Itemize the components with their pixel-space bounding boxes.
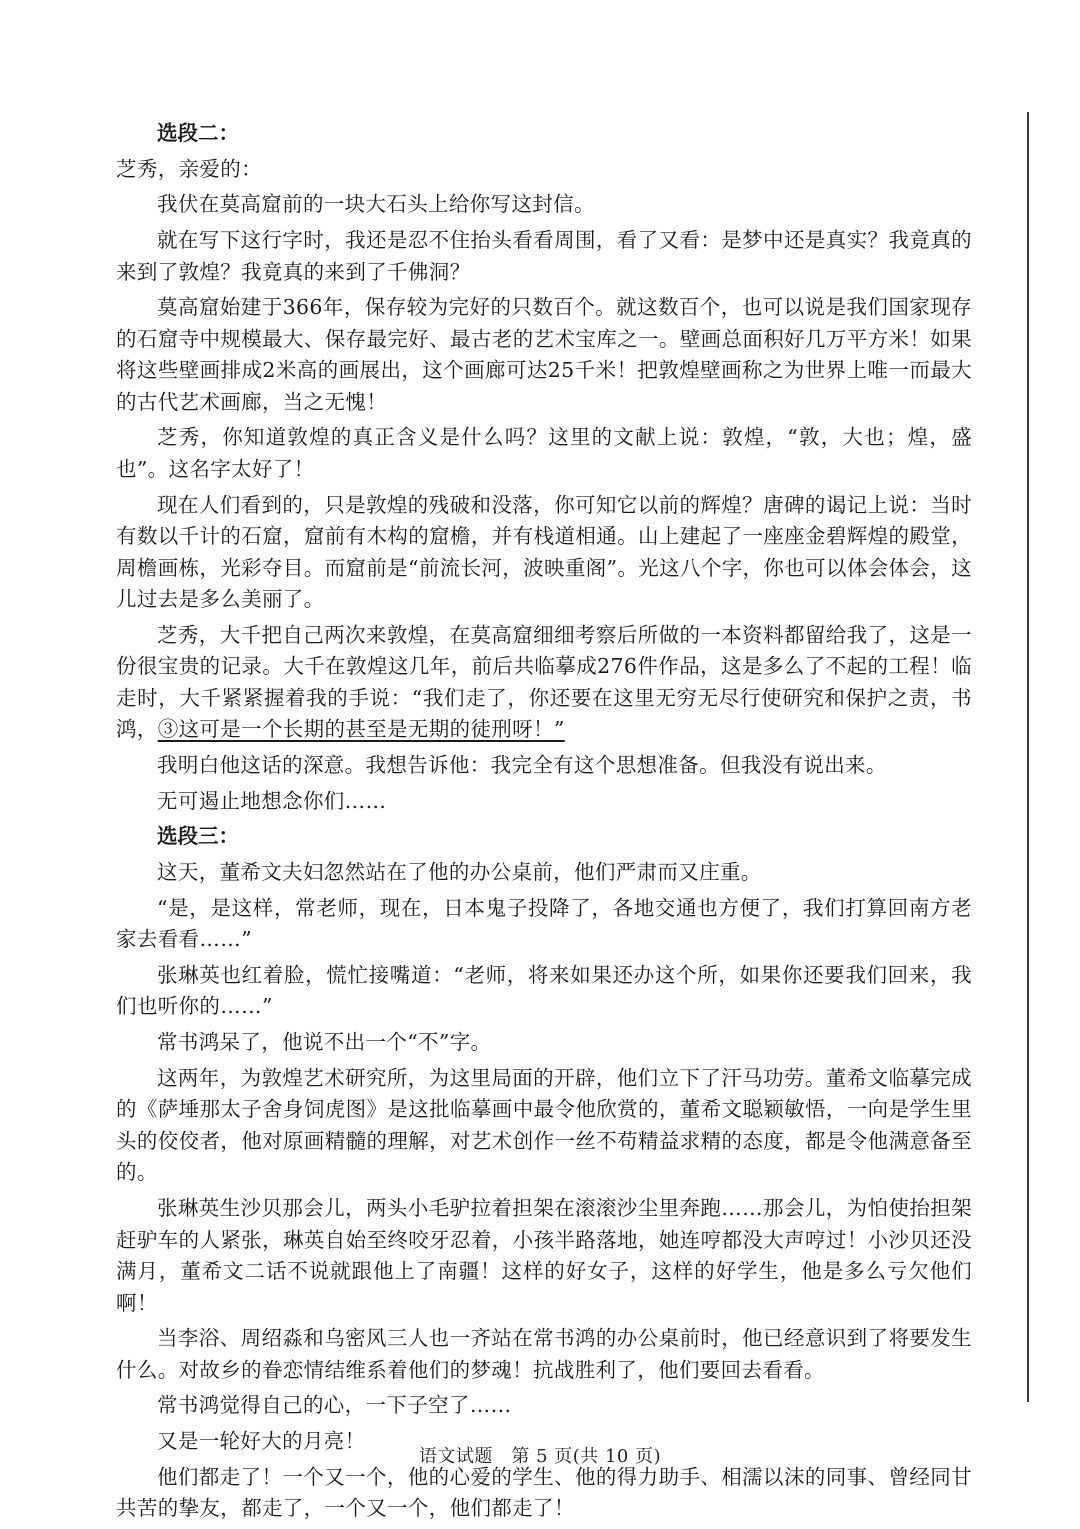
paragraph: 无可遏止地想念你们…… — [157, 788, 387, 813]
paragraph: 常书鸿呆了，他说不出一个“不”字。 — [157, 1030, 492, 1055]
paragraph: 这天，董希文夫妇忽然站在了他的办公桌前，他们严肃而又庄重。 — [157, 860, 762, 885]
paragraph-with-marked-sentence — [116, 620, 972, 746]
paragraph: 又是一轮好大的月亮！ — [157, 1429, 366, 1454]
paragraph: 芝秀，你知道敦煌的真正含义是什么吗？这里的文献上说：敦煌，“敦，大也；煌，盛也”。这名字太好了！ — [116, 425, 972, 481]
margin-rule — [1027, 112, 1029, 1402]
underlined-sentence-3: ③这可是一个长期的甚至是无期的徒刑呀！” — [157, 717, 565, 742]
exam-page-body — [116, 118, 972, 1529]
paragraph: 当李浴、周绍淼和乌密风三人也一齐站在常书鸿的办公桌前时，他已经意识到了将要发生什么。对故乡的眷恋情结维系着他们的梦魂！抗战胜利了，他们要回去看看。 — [116, 1326, 972, 1382]
paragraph: 就在写下这行字时，我还是忍不住抬头看看周围，看了又看：是梦中还是真实？我竟真的来到了敦煌？我竟真的来到了千佛洞？ — [116, 228, 972, 284]
paragraph: 我伏在莫高窟前的一块大石头上给你写这封信。 — [157, 192, 595, 217]
paragraph: 他们都走了！一个又一个，他的心爱的学生、他的得力助手、相濡以沫的同事、曾经同甘共苦的挚友，都走了，一个又一个，他们都走了！ — [116, 1464, 972, 1521]
paragraph: “是，是这样，常老师，现在，日本鬼子投降了，各地交通也方便了，我们打算回南方老家去看看……” — [116, 895, 972, 952]
letter-salutation: 芝秀，亲爱的： — [116, 156, 262, 181]
paragraph: 现在人们看到的，只是敦煌的残破和没落，你可知它以前的辉煌？唐碑的谒记上说：当时有数以千计的石窟，窟前有木构的窟檐，并有栈道相通。山上建起了一座座金碧辉煌的殿堂，周檐画栋，光彩夺目。而窟前是“前流长河，波映重阁”。光这八个字，你也可以体会体会，这儿过去是多么美丽了。 — [116, 492, 972, 612]
paragraph: 我明白他这话的深意。我想告诉他：我完全有这个思想准备。但我没有说出来。 — [157, 753, 887, 777]
paragraph: 这两年，为敦煌艺术研究所，为这里局面的开辟，他们立下了汗马功劳。董希文临摹完成的《萨埵那太子舍身饲虎图》是这批临摹画中最令他欣赏的，董希文聪颖敏悟，一向是学生里头的佼佼者，他对原画精髓的理解，对艺术创作一丝不苟精益求精的态度，都是令他满意备至的。 — [116, 1065, 972, 1185]
page-footer: 语文试题 第 5 页(共 10 页) — [418, 1446, 662, 1467]
paragraph: 常书鸿觉得自己的心，一下子空了…… — [157, 1393, 512, 1418]
section-3-heading: 选段三： — [157, 824, 239, 849]
section-2-heading: 选段二： — [157, 121, 239, 145]
paragraph-text: 芝秀，大千把自己两次来敦煌，在莫高窟细细考察后所做的一本资料都留给我了，这是一份很宝贵的记录。大千在敦煌这几年，前后共临摹成276件作品，这是多么了不起的工程！临走时，大千紧紧握着我的手说：“我们走了，你还要在这里无穷无尽行使研究和保护之责，书鸿， — [116, 622, 972, 742]
paragraph: 张琳英生沙贝那会儿，两头小毛驴拉着担架在滚滚沙尘里奔跑……那会儿，为怕使抬担架赶驴车的人紧张，琳英自始至终咬牙忍着，小孩半路落地，她连哼都没大声哼过！小沙贝还没满月，董希文二话不说就跟他上了南疆！这样的好女子，这样的好学生，他是多么亏欠他们啊！ — [116, 1196, 972, 1315]
paragraph: 莫高窟始建于366年，保存较为完好的只数百个。就这数百个，也可以说是我们国家现存的石窟寺中规模最大、保存最完好、最古老的艺术宝库之一。壁画总面积好几万平方米！如果将这些壁画排成2米高的画展出，这个画廊可达25千米！把敦煌壁画称之为世界上唯一而最大的古代艺术画廊，当之无愧！ — [116, 295, 972, 414]
paragraph: 张琳英也红着脸，慌忙接嘴道：“老师，将来如果还办这个所，如果你还要我们回来，我们也听你的……” — [116, 962, 972, 1019]
